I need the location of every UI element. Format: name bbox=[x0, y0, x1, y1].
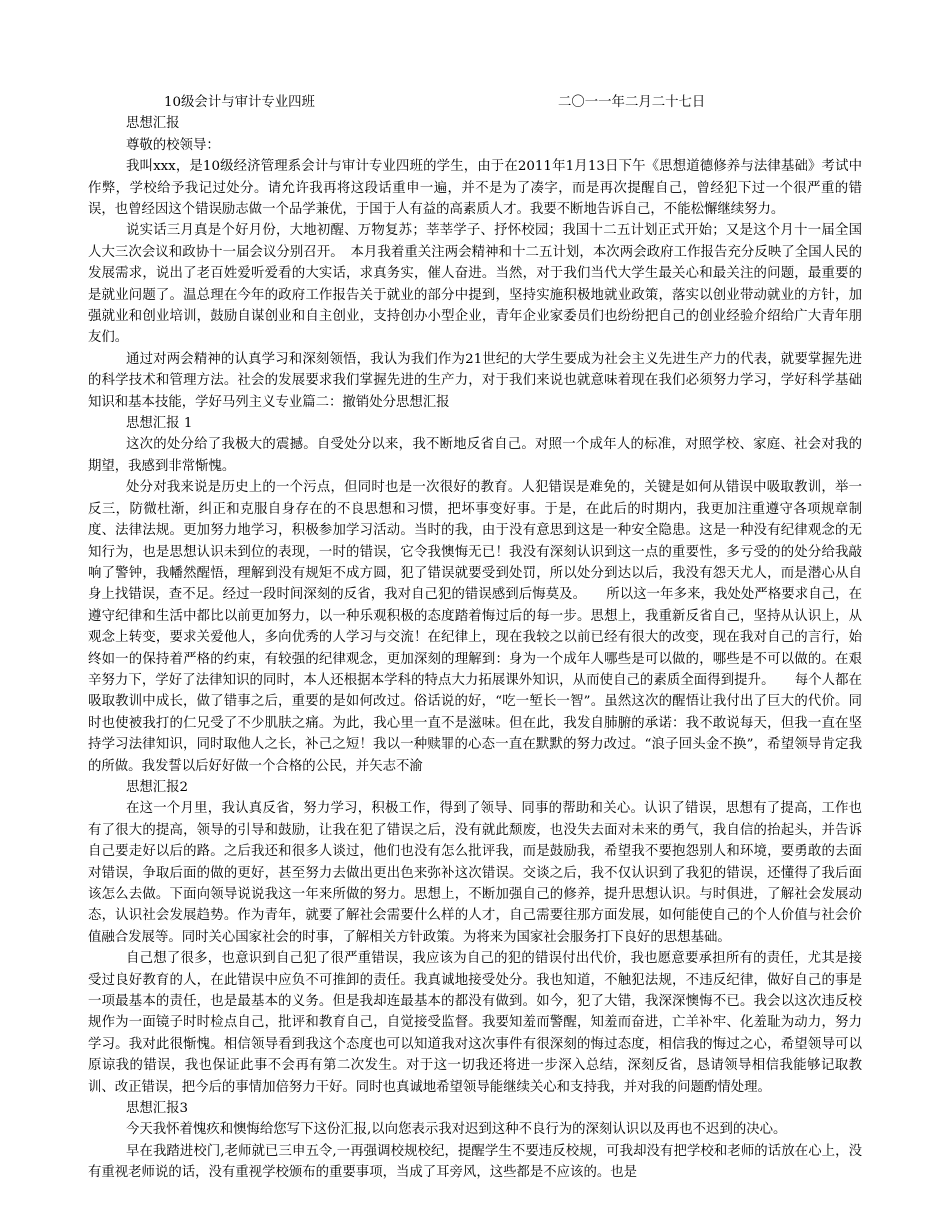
class-label: 10级会计与审计专业四班 bbox=[164, 95, 315, 110]
document-title: 思想汇报 bbox=[126, 116, 180, 132]
salutation: 尊敬的校领导： bbox=[126, 137, 220, 153]
paragraph: 这次的处分给了我极大的震撼。自受处分以来，我不断地反省自己。对照一个成年人的标准，对照学校、家庭、社会对我的期望，我感到非常惭愧。 bbox=[88, 437, 862, 474]
paragraph: 处分对我来说是历史上的一个污点，但同时也是一次很好的教育。人犯错误是难免的，关键是如何从错误中吸取教训，举一反三，防微杜渐，纠正和克服自身存在的不良思想和习惯，把坏事变好事。于是，在此后的时期内，我更加注重遵守各项规章制度、法律法规。更加努力地学习，积极参加学习活动。当时的我，由于没有意思到这是一种安全隐患。这是一种没有纪律观念的无知行为，也是思想认识未到位的表现，一时的错误，它令我懊悔无已！我没有深刻认识到这一点的重要性，多亏受的的处分给我敲响了警钟，我幡然醒悟，理解到没有规矩不成方圆，犯了错误就要受到处罚，所以处分到达以后，我没有怨天尤人，而是潜心从自身上找错误，查不足。经过一段时间深刻的反省，我对自己犯的错误感到后悔莫及。 所以这一年多来，我处处严格要求自己，在遵守纪律和生活中都比以前更加努力，以一种乐观积极的态度踏着悔过后的每一步。思想上，我重新反省自己，坚持从认识上，从观念上转变，要求关爱他人，多向优秀的人学习与交流！在纪律上，现在我较之以前已经有很大的改变，现在我对自己的言行，始终如一的保持着严格的约束，有较强的纪律观念，更加深刻的理解到：身为一个成年人哪些是可以做的，哪些是不可以做的。在艰辛努力下，学好了法律知识的同时，本人还根据本学科的特点大力拓展课外知识，从而使自己的素质全面得到提升。 每个人都在吸取教训中成长，做了错事之后，重要的是如何改过。俗话说的好，“吃一堑长一智”。虽然这次的醒悟让我付出了巨大的代价。同时也使被我打的仁兄受了不少肌肤之痛。为此，我心里一直不是滋味。但在此，我发自肺腑的承诺：我不敢说每天，但我一直在坚持学习法律知识，同时取他人之长，补己之短！我以一种赎罪的心态一直在默默的努力改过。“浪子回头金不换”，希望领导肯定我的所做。我发誓以后好好做一个合格的公民，并矢志不渝 bbox=[88, 480, 862, 774]
report-date: 二〇一一年二月二十七日 bbox=[558, 95, 706, 110]
paragraph: 说实话三月真是个好月份，大地初醒、万物复苏；莘莘学子、抒怀校园；我国十二五计划正式开始；又是这个月十一届全国人大三次会议和政协十一届会议分别召开。 本月我着重关注两会精神和十二五计划，本次两会政府工作报告充分反映了全国人民的发展需求，说出了老百姓爱听爱看的大实话，求真务实，催人奋进。当然，对于我们当代大学生最关心和最关注的问题，最重要的是就业问题了。温总理在今年的政府工作报告关于就业的部分中提到，坚持实施积极地就业政策，落实以创业带动就业的方针，加强就业和创业培训，鼓励自谋创业和自主创业，支持创办小型企业，青年企业家委员们也纷纷把自己的创业经验介绍给广大青年朋友们。 bbox=[88, 223, 862, 346]
paragraph: 自己想了很多，也意识到自己犯了很严重错误，我应该为自己的犯的错误付出代价，我也愿意要承担所有的责任，尤其是接受过良好教育的人，在此错误中应负不可推卸的责任。我真诚地接受处分。我也知道，不触犯法规，不违反纪律，做好自己的事是一项最基本的责任，也是最基本的义务。但是我却连最基本的都没有做到。如今，犯了大错，我深深懊悔不已。我会以这次违反校规作为一面镜子时时检点自己，批评和教育自己，自觉接受监督。我要知羞而警醒，知羞而奋进，亡羊补牢、化羞耻为动力，努力学习。我对此很惭愧。相信领导看到我这个态度也可以知道我对这次事件有很深刻的悔过态度，相信我的悔过之心，希望领导可以原谅我的错误，我也保证此事不会再有第二次发生。对于这一切我还将进一步深入总结，深刻反省，恳请领导相信我能够记取教训、改正错误，把今后的事情加倍努力干好。同时也真诚地希望领导能继续关心和支持我，并对我的问题酌情处理。 bbox=[88, 951, 862, 1095]
paragraph: 今天我怀着愧疚和懊悔给您写下这份汇报,以向您表示我对迟到这种不良行为的深刻认识以及再也不迟到的决心。 bbox=[126, 1122, 787, 1138]
section-heading-3: 思想汇报3 bbox=[126, 1101, 189, 1117]
section-heading-1: 思想汇报 1 bbox=[126, 416, 193, 432]
paragraph: 早在我踏进校门,老师就已三申五令,一再强调校规校纪，提醒学生不要违反校规，可我却没有把学校和老师的话放在心上，没有重视老师说的话，没有重视学校颁布的重要事项，当成了耳旁风，这些都是不应该的。也是 bbox=[88, 1143, 862, 1181]
paragraph: 通过对两会精神的认真学习和深刻领悟，我认为我们作为21世纪的大学生要成为社会主义先进生产力的代表，就要掌握先进的科学技术和管理方法。社会的发展要求我们掌握先进的生产力，对于我们来说也就意味着现在我们必须努力学习，学好科学基础知识和基本技能，学好马列主义专业篇二：撤销处分思想汇报 bbox=[88, 351, 862, 410]
paragraph: 我叫xxx，是10级经济管理系会计与审计专业四班的学生，由于在2011年1月13日下午《思想道德修养与法律基础》考试中作弊，学校给予我记过处分。请允许我再将这段话重申一遍，并不是为了凑字，而是再次提醒自己，曾经犯下过一个很严重的错误，也曾经因这个错误励志做一个品学兼优，于国于人有益的高素质人才。我要不断地告诉自己，不能松懈继续努力。 bbox=[88, 159, 862, 218]
document-page bbox=[88, 92, 862, 1184]
document-header bbox=[88, 92, 862, 113]
paragraph: 在这一个月里，我认真反省，努力学习，积极工作，得到了领导、同事的帮助和关心。认识了错误，思想有了提高，工作也有了很大的提高，领导的引导和鼓励，让我在犯了错误之后，没有就此颓废，也没失去面对未来的勇气，我自信的抬起头，并告诉自己要走好以后的路。之后我还和很多人谈过，他们也没有怎么批评我，而是鼓励我，希望我不要抱怨别人和环境，要勇敢的去面对错误，争取后面的做的更好，甚至努力去做出更出色来弥补这次错误。交谈之后，我不仅认识到了我犯的错误，还懂得了我后面该怎么去做。下面向领导说说我这一年来所做的努力。思想上，不断加强自己的修养，提升思想认识。与时俱进，了解社会发展动态，认识社会发展趋势。作为青年，就要了解社会需要什么样的人才，自己需要往那方面发展，如何能使自己的个人价值与社会价值融合发展等。同时关心国家社会的时事，了解相关方针政策。为将来为国家社会服务打下良好的思想基础。 bbox=[88, 801, 862, 945]
section-heading-2: 思想汇报2 bbox=[126, 779, 189, 795]
